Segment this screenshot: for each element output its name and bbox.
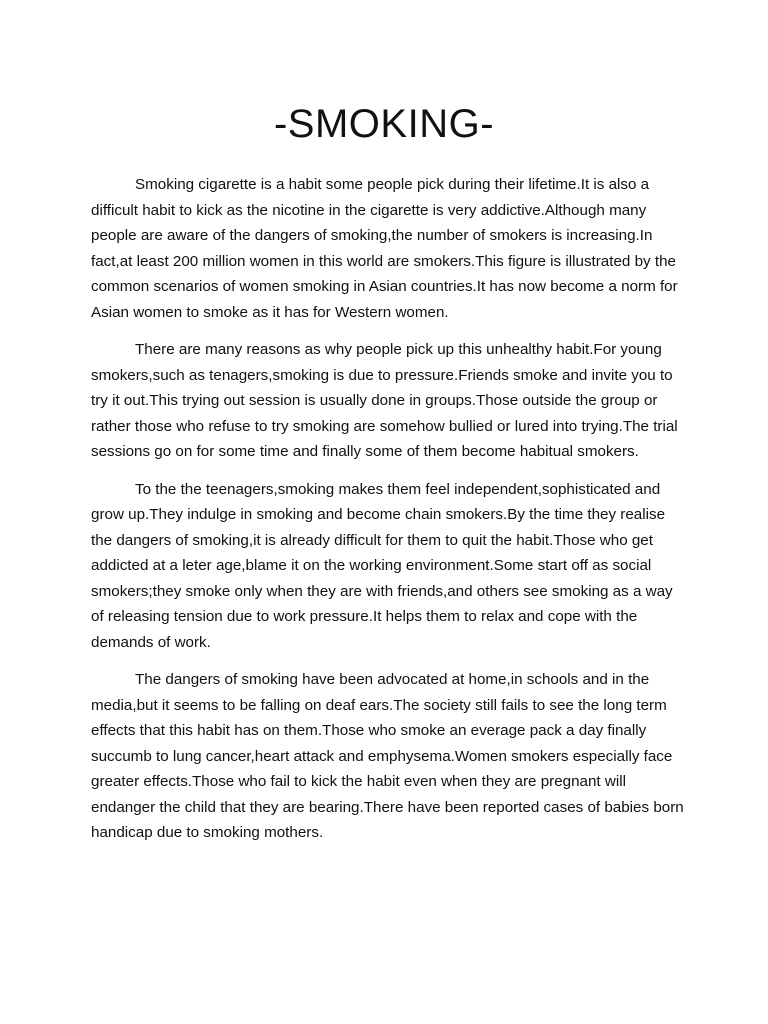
paragraph-1: Smoking cigarette is a habit some people pick during their lifetime.It is also a difficult habit to kick as the nicotine in the cigarette is very addictive.Although many people are aware of the dangers of smoking,the number of smokers is increasing.In fact,at least 200 million women in this world are smokers.This figure is illustrated by the common scenarios of women smoking in Asian countries.It has now become a norm for Asian women to smoke as it has for Western women. bbox=[91, 176, 678, 321]
paragraph-2: There are many reasons as why people pick up this unhealthy habit.For young smokers,such as tenagers,smoking is due to pressure.Friends smoke and invite you to try it out.This trying out session is usually done in groups.Those outside the group or rather those who refuse to try smoking are somehow bullied or lured into trying.The trial sessions go on for some time and finally some of them become habitual smokers. bbox=[91, 341, 678, 460]
document-title: -SMOKING- bbox=[273, 102, 495, 146]
paragraph-3: To the the teenagers,smoking makes them feel independent,sophisticated and grow up.They indulge in smoking and become chain smokers.By the time they realise the dangers of smoking,it is already difficult for them to quit the habit.Those who get addicted at a leter age,blame it on the working environment.Some start off as social smokers;they smoke only when they are with friends,and others see smoking as a way of releasing tension due to work pressure.It helps them to relax and cope with the demands of work. bbox=[91, 480, 673, 651]
paragraph-4: The dangers of smoking have been advocated at home,in schools and in the media,but it seems to be falling on deaf ears.The society still fails to see the long term effects that this habit has on them.Those who smoke an everage pack a day finally succumb to lung cancer,heart attack and emphysema.Women smokers especially face greater effects.Those who fail to kick the habit even when they are pregnant will endanger the child that they are bearing.There have been reported cases of babies born handicap due to smoking mothers. bbox=[91, 671, 684, 841]
document-body bbox=[91, 172, 687, 858]
